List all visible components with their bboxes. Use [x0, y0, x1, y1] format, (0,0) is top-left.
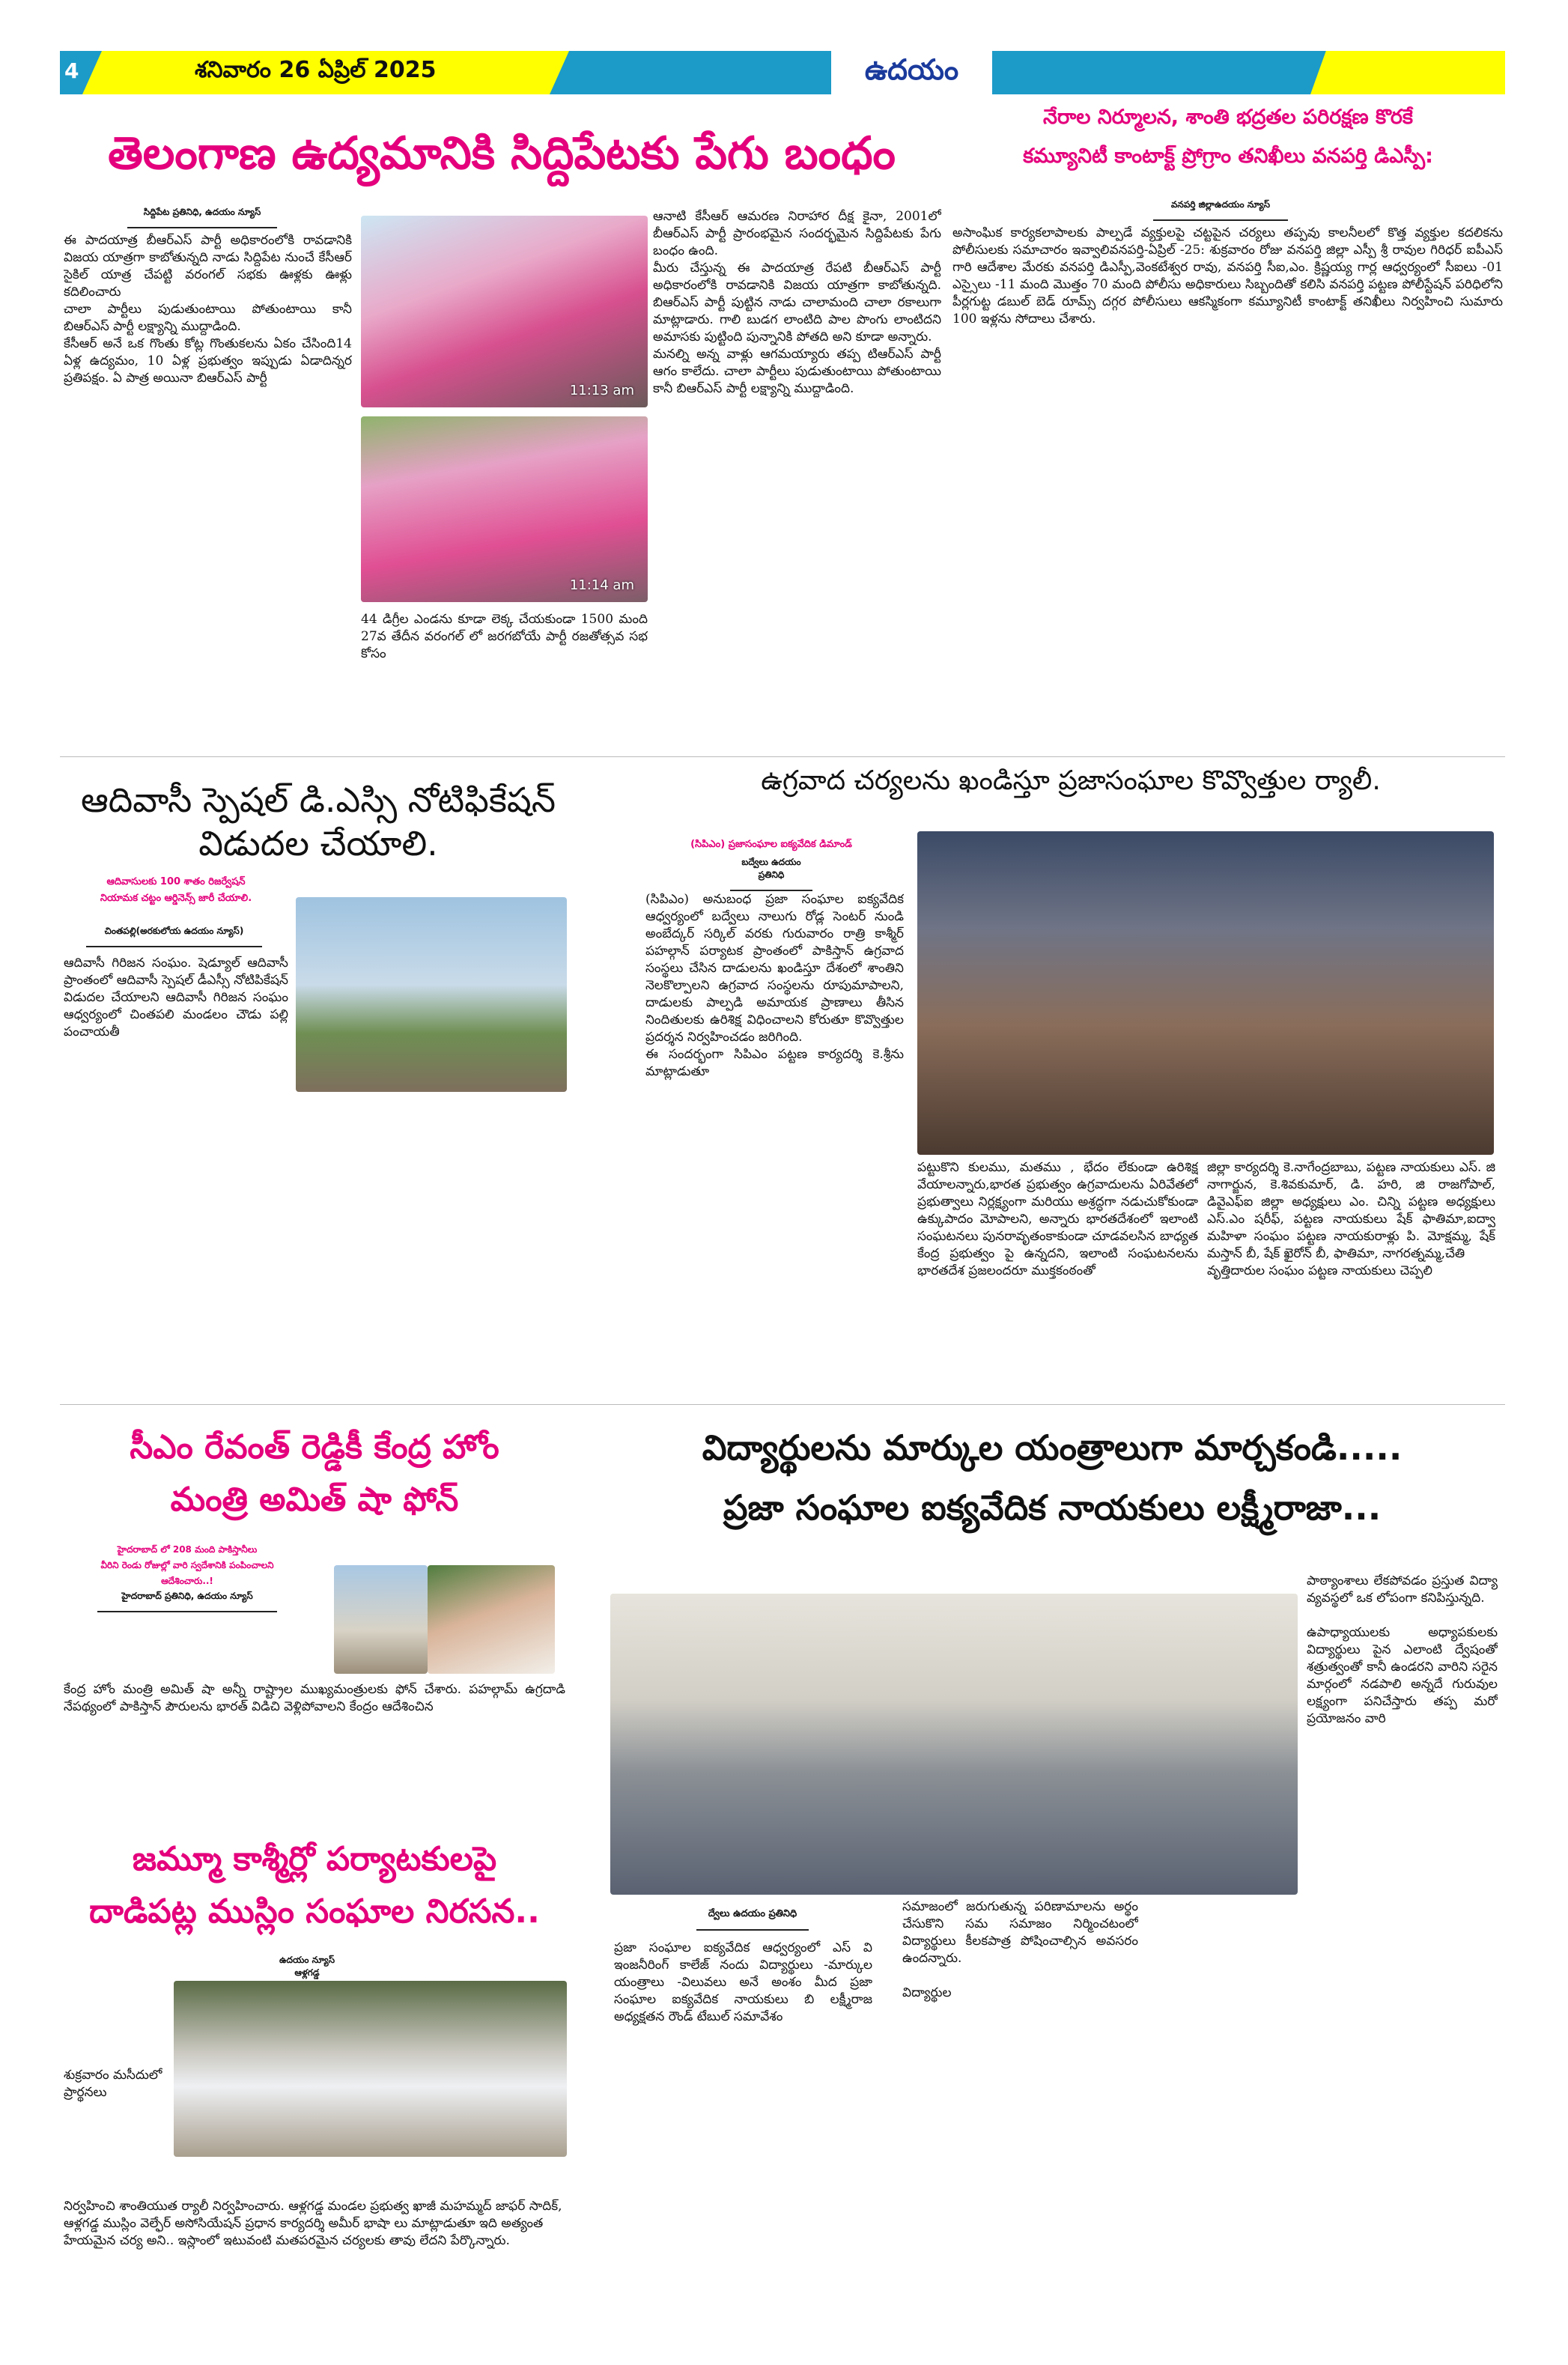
story1-byline: సిద్దిపేట ప్రతినిధి, ఉదయం న్యూస్ — [127, 207, 277, 228]
story3-photo-protest — [296, 897, 567, 1092]
story4-subhead: (సిపిఎం) ప్రజాసంఘాల ఐక్యవేదిక డిమాండ్ — [690, 839, 852, 850]
story5-headline-line1: సీఎం రేవంత్ రెడ్డికీ కేంద్ర హోం — [130, 1428, 499, 1466]
story2-headline-line1: నేరాల నిర్మూలన, శాంతి భద్రతల పరిరక్షణ కొరకే — [1043, 106, 1413, 129]
story4-body: (సిపిఎం) అనుబంధ ప్రజా సంఘాల ఐక్యవేదిక ఆధ్వర్యంలో బద్వేలు నాలుగు రోడ్ల సెంటర్ నుండి అంబేద్కర్ సర్కిల్ వరకు గురువారం రాత్రి కాశ్మీర్ పహల్గాన్ పర్యాటక ప్రాంతంలో పాకిస్తాన్ ఉగ్రవాద సంస్థలు చేసిన దాడులను ఖండిస్తూ దేశంలో శాంతిని నెలకొల్పాలని ఉగ్రవాద సంస్థలను రూపుమాపాలని, దాడులకు పాల్పడి అమాయక ప్రాణాలు తీసిన నిందితులకు ఉరిశిక్ష విధించాలని కోరుతూ కొవ్వొత్తుల ప్రదర్శన నిర్వహించడం జరిగింది. ఈ సందర్భంగా సిపిఎం పట్టణ కార్యదర్శి కె.శ్రీను మాట్లాడుతూ — [645, 892, 904, 1079]
story3-byline: చింతపల్లి(అరకులోయ ఉదయం న్యూస్) — [86, 926, 262, 947]
story2-headline-line2: కమ్యూనిటీ కాంటాక్ట్ ప్రోగ్రాం తనిఖీలు వనపర్తి డిఎస్పీ: — [1023, 145, 1433, 168]
issue-date: శనివారం 26 ఏప్రిల్ 2025 — [195, 57, 437, 83]
story6-headline-line1: జమ్మూ కాశ్మీర్లో పర్యాటకులపై — [132, 1840, 497, 1878]
story3-subhead-line1: ఆదివాసులకు 100 శాతం రిజర్వేషన్ — [106, 876, 246, 887]
story6-body: నిర్వహించి శాంతియుత ర్యాలీ నిర్వహించారు. ఆళ్లగడ్డ మండల ప్రభుత్వ ఖాజీ మహమ్మద్ జాఫర్ సాదిక్, ఆళ్లగడ్డ ముస్లిం వెల్ఫేర్ అసోసియేషన్ ప్రధాన కార్యదర్శి అమీర్ భాషా లు మాట్లాడుతూ ఇది అత్యంత హేయమైన చర్య అని.. ఇస్లాంలో ఇటువంటి మతపరమైన చర్యలకు తావు లేదని పేర్కొన్నారు. — [64, 2199, 562, 2248]
story6-side: శుక్రవారం మసీదులో ప్రార్థనలు — [64, 2068, 162, 2100]
newspaper-logo — [831, 46, 992, 99]
story5-photo-amit-shah — [428, 1565, 555, 1674]
story6-byline: ఉదయం న్యూస్ ఆళ్లగడ్డ — [266, 1955, 348, 1989]
story7-col2: సమాజంలో జరుగుతున్న పరిణామాలను అర్థం చేసుకొని సమ సమాజం నిర్మించటంలో విద్యార్థులు కీలకపాత్ర పోషించాల్సిన అవసరం ఉందన్నారు. విద్యార్థుల — [902, 1899, 1138, 2000]
story2-body: అసాంఘిక కార్యకలాపాలకు పాల్పడే వ్యక్తులపై చట్టపైన చర్యలు తప్పవు కాలనీలలో కొత్త వ్యక్తుల కదలికను పోలీసులకు సమాచారం ఇవ్వాలివనపర్తి-ఏప్రిల్ -25: శుక్రవారం రోజు వనపర్తి జిల్లా ఎస్పీ శ్రీ రావుల గిరిధర్ ఐపీఎస్ గారి ఆదేశాల మేరకు వనపర్తి డిఎస్పీ,వెంకటేశ్వర రావు, వనపర్తి సీఐ,ఎం. క్రిష్ణయ్య గార్ల ఆధ్వర్యంలో సీఐలు -01 ఎస్సైలు -11 మంది మొత్తం 70 మంది పోలీసు అధికారులు సిబ్బందితో కలిసి వనపర్తి పట్టణ పోలీస్టేషన్ పరిధిలోని పీర్లగుట్ట డబుల్ బెడ్ రూమ్స్ దగ్గర పోలీసులు ఆకస్మికంగా కమ్యూనిటీ కాంటాక్ట్ తనిఖీలు నిర్వహించి సుమారు 100 ఇళ్లను సోదాలు చేశారు. — [952, 225, 1503, 327]
story7-headline-line2: ప్రజా సంఘాల ఐక్యవేదిక నాయకులు లక్ష్మీరాజా... — [723, 1487, 1382, 1528]
story1-col3: ఆనాటి కేసీఆర్ ఆమరణ నిరాహార దీక్ష కైనా, 2001లో బీఆర్ఎస్ పార్టీ ప్రారంభమైన సందర్భమైన సిద్దిపేటకు పేగు బంధం ఉంది. మీరు చేస్తున్న ఈ పాదయాత్ర రేపటి బీఆర్ఎస్ పార్టీ అధికారంలోకి రావడానికి విజయ యాత్రగా కాబోతున్నది. బిఆర్ఎస్ పార్టీ పుట్టిన నాడు చాలామంది చాలా రకాలుగా మాట్లాడారు. గాలి బుడగ లాంటిది పాల పొంగు లాంటిదని అమాసకు పుట్టింది పున్నానికి పోతది అని కూడా అన్నారు. మనల్ని అన్న వాళ్లు ఆగమయ్యారు తప్ప టిఆర్ఎస్ పార్టీ ఆగం కాలేదు. చాలా పార్టీలు పుడుతుంటాయి పోతుంటాయి కానీ బిఆర్ఎస్ పార్టీ లక్ష్యాన్ని ముద్దాడింది. — [653, 209, 941, 396]
story5-subhead-line2: వీరిని రెండు రోజుల్లో వారి స్వదేశానికి పంపించాలని — [100, 1560, 274, 1570]
story7-byline: ద్వేలు ఉదయం ప్రతినిధి — [696, 1908, 809, 1931]
story5-body: కేంద్ర హోం మంత్రి అమిత్ షా అన్నీ రాష్ట్రాల ముఖ్యమంత్రులకు ఫోన్ చేశారు. పహల్గామ్ ఉగ్రదాడి నేపథ్యంలో పాకిస్తాన్ పౌరులను భారత్ విడిచి వెళ్లిపోవాలని కేంద్రం ఆదేశించిన — [64, 1682, 565, 1714]
story3-headline: ఆదివాసీ స్పెషల్ డి.ఎస్సి నోటిఫికేషన్ విడుదల చేయాలి. — [81, 780, 556, 863]
story5-subhead-line1: హైదరాబాద్ లో 208 మంది పాకిస్తానీలు — [117, 1544, 258, 1555]
story6-headline-line2: దాడిపట్ల ముస్లిం సంఘాల నిరసన.. — [89, 1892, 540, 1931]
story5-photo-charminar — [334, 1565, 428, 1674]
story6-photo-protest — [174, 1981, 567, 2157]
story4-photo-candle-rally — [917, 831, 1494, 1155]
story4-col-b: జిల్లా కార్యదర్శి కె.నాగేంద్రబాబు, పట్టణ నాయకులు ఎస్. జి నాగార్జున, కె.శివకుమార్, డి. హరి, జి రాజగోపాల్, డివైఎఫ్ఐ జిల్లా అధ్యక్షులు ఎం. చిన్ని పట్టణ అధ్యక్షులు ఎస్.ఎం షరీఫ్, పట్టణ నాయకులు షేక్ ఫాతిమా,ఐద్వా మహిళా సంఘం పట్టణ నాయకురాళ్లు పి. మోక్షమ్మ, షేక్ మస్తాన్ బీ, షేక్ ఖైరోన్ బీ, ఫాతిమా, నాగరత్నమ్మ,చేతి వృత్తిదారుల సంఘం పట్టణ నాయకులు చెప్పలి — [1207, 1160, 1495, 1278]
story7-col1: ప్రజా సంఘాల ఐక్యవేదిక ఆధ్వర్యంలో ఎస్ వి ఇంజనీరింగ్ కాలేజ్ నందు విద్యార్థులు -మార్కుల యంత్రాలు -విలువలు అనే అంశం మీద ప్రజా సంఘాల ఐక్యవేదిక నాయకులు బి లక్ష్మీరాజ అధ్యక్షతన రౌండ్ టేబుల్ సమావేశం — [614, 1940, 872, 2024]
story3-subhead-line2: నియామక చట్టం ఆర్డినెన్స్ జారీ చేయాలి. — [100, 893, 252, 904]
story4-col-a: పట్టుకొని కులము, మతము , భేదం లేకుండా ఉరిశిక్ష వేయాలన్నారు,భారత ప్రభుత్వం ఉగ్రవాదులను ఏరివేతలో ప్రభుత్వాలు నిర్లక్ష్యంగా మరియు అశ్రద్ధగా నడుచుకోకుండా ఉక్కుపాదం మోపాలని, అన్నారు భారతదేశంలో ఇలాంటి సంఘటనలు పునరావృతంకాకుండా చూడవలసిన బాధ్యత కేంద్ర ప్రభుత్వం పై ఉన్నదని, ఇలాంటి సంఘటనలను భారతదేశ ప్రజలందరూ ముక్తకంఠంతో — [917, 1160, 1198, 1278]
story1-photo-rally-2 — [361, 416, 648, 602]
photo-timestamp: 11:13 am — [569, 383, 634, 398]
story7-photo-meeting — [610, 1594, 1298, 1895]
story7-side: పాఠ్యాంశాలు లేకపోవడం ప్రస్తుత విద్యా వ్యవస్థలో ఒక లోపంగా కనిపిస్తున్నది. ఉపాధ్యాయులకు అధ్యాపకులకు విద్యార్థులు పైన ఎలాంటి ద్వేషంతో శత్రుత్వంతో కానీ ఉండరని వారిని సరైన మార్గంలో నడపాలి అన్నదే గురువుల లక్ష్యంగా పనిచేస్తారు తప్ప మరో ప్రయోజనం వారి — [1307, 1573, 1498, 1726]
story1-photo-rally-1 — [361, 216, 648, 407]
masthead-yellow-band-right — [1310, 51, 1505, 94]
story1-headline: తెలంగాణ ఉద్యమానికి సిద్దిపేటకు పేగు బంధం — [108, 127, 896, 180]
story7-headline-line1: విద్యార్థులను మార్కుల యంత్రాలుగా మార్చకండి..... — [702, 1427, 1403, 1468]
story5-headline-line2: మంత్రి అమిత్ షా ఫోన్ — [170, 1481, 459, 1519]
story4-headline: ఉగ్రవాద చర్యలను ఖండిస్తూ ప్రజాసంఘాల కొవ్వొత్తుల ర్యాలీ. — [761, 765, 1381, 796]
masthead — [60, 51, 1505, 94]
story4-byline: బద్వేలు ఉదయం ప్రతినిధి — [730, 857, 812, 891]
section-divider — [60, 1404, 1505, 1405]
story5-byline: హైదరాబాద్ ప్రతినిధి, ఉదయం న్యూస్ — [97, 1591, 277, 1612]
story2-byline: వనపర్తి జిల్లాఉదయం న్యూస్ — [1153, 199, 1288, 221]
story3-body: ఆదివాసీ గిరిజన సంఘం. షెడ్యూల్ ఆదివాసీ ప్రాంతంలో ఆదివాసీ స్పెషల్ డీఎస్సీ నోటిపికేషన్ విడుదల చేయాలని ఆదివాసీ గిరిజన సంఘం ఆధ్వర్యంలో చింతపలి మండలం చౌడు పల్లి పంచాయతీ — [64, 956, 288, 1039]
story1-col2: 44 డిగ్రీల ఎండను కూడా లెక్క చేయకుండా 1500 మంది 27వ తేదీన వరంగల్ లో జరగబోయే పార్టీ రజతోత్సవ సభ కోసం — [361, 612, 648, 661]
page-number: 4 — [64, 58, 79, 83]
logo-text: ఉదయం — [864, 53, 959, 86]
section-divider — [60, 756, 1505, 757]
story5-subhead-line3: ఆదేశించారు..! — [161, 1576, 213, 1586]
photo-timestamp: 11:14 am — [569, 577, 634, 593]
story1-col1: ఈ పాదయాత్ర బీఆర్ఎస్ పార్టీ అధికారంలోకి రావడానికి విజయ యాత్రగా కాబోతున్నది నాడు సిద్దిపేట నుంచే కేసీఆర్ సైకిల్ యాత్ర చేపట్టి వరంగల్ సభకు ఊళ్లకు ఊళ్లు కదిలించారు చాలా పార్టీలు పుడుతుంటాయి పోతుంటాయి కానీ బిఆర్ఎస్ పార్టీ లక్ష్యాన్ని ముద్దాడింది. కేసీఆర్ అనే ఒక గొంతు కోట్ల గొంతుకలను ఏకం చేసింది14 ఏళ్ల ఉద్యమం, 10 ఏళ్ల ప్రభుత్వం ఇప్పుడు ఏడాదిన్నర ప్రతిపక్షం. ఏ పాత్ర అయినా బిఆర్ఎస్ పార్టీ — [64, 233, 352, 386]
